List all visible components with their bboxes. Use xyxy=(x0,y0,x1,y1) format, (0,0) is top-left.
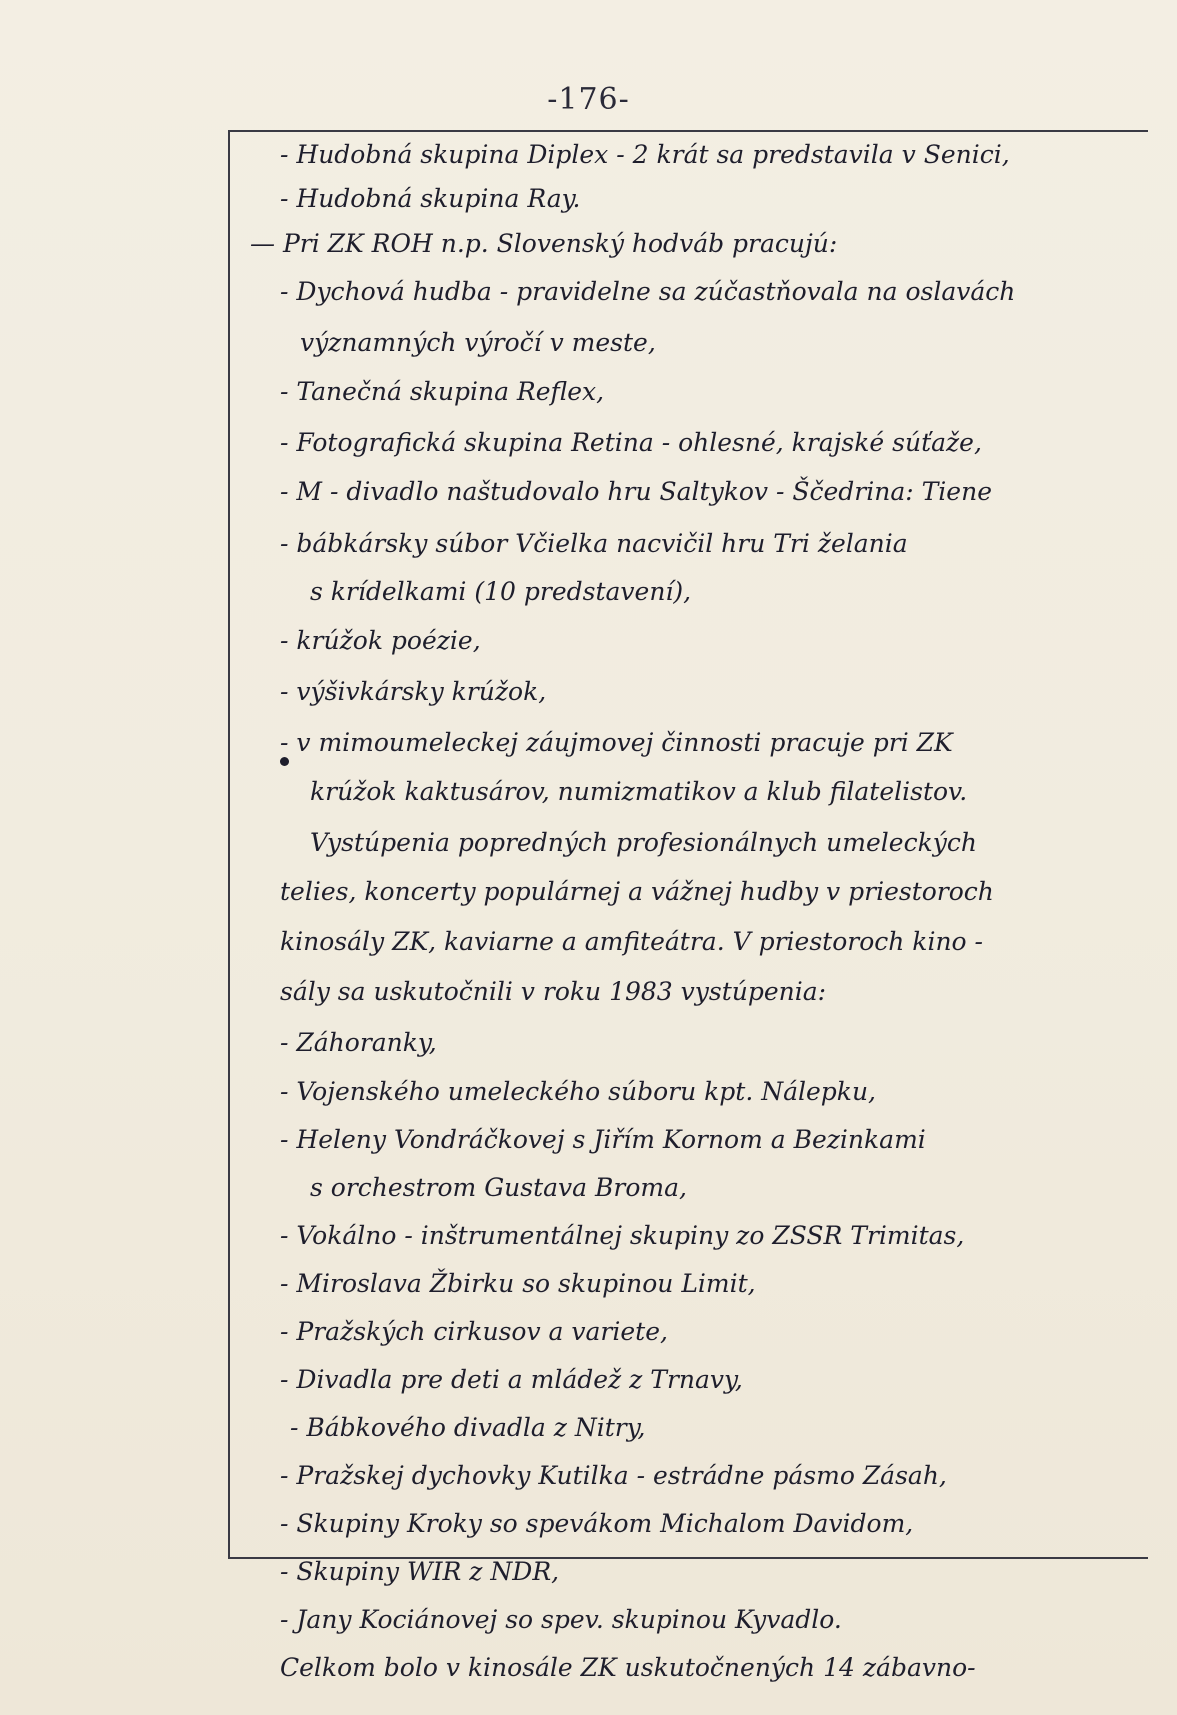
text-line: - Hudobná skupina Diplex - 2 krát sa predstavila v Senici, xyxy=(280,140,1010,169)
text-line: - Tanečná skupina Reflex, xyxy=(280,377,605,406)
page-number: -176- xyxy=(547,82,630,117)
text-line: - krúžok poézie, xyxy=(280,626,481,655)
text-line: Vystúpenia popredných profesionálnych umeleckých xyxy=(310,828,977,857)
text-line: - M - divadlo naštudovalo hru Saltykov - Ščedrina: Tiene xyxy=(280,477,992,506)
handwritten-text xyxy=(250,138,1150,1682)
text-line: krúžok kaktusárov, numizmatikov a klub filatelistov. xyxy=(310,777,968,806)
text-line: - Fotografická skupina Retina - ohlesné, krajské súťaže, xyxy=(280,428,982,457)
text-line: sály sa uskutočnili v roku 1983 vystúpenia: xyxy=(280,977,827,1006)
text-line: - bábkársky súbor Včielka nacvičil hru Tri želania xyxy=(280,529,908,558)
text-line: - Pražských cirkusov a variete, xyxy=(280,1317,668,1346)
text-line: - Bábkového divadla z Nitry, xyxy=(290,1413,646,1442)
text-line: - v mimoumeleckej záujmovej činnosti pracuje pri ZK xyxy=(280,728,953,757)
text-line: - Skupiny Kroky so spevákom Michalom Davidom, xyxy=(280,1509,914,1538)
text-line: - Pražskej dychovky Kutilka - estrádne pásmo Zásah, xyxy=(280,1461,947,1490)
text-line: - Heleny Vondráčkovej s Jiřím Kornom a Bezinkami xyxy=(280,1125,926,1154)
text-line: - Miroslava Žbirku so skupinou Limit, xyxy=(280,1269,756,1298)
text-line: významných výročí v meste, xyxy=(300,328,656,357)
text-line: - Záhoranky, xyxy=(280,1028,437,1057)
text-line: s orchestrom Gustava Broma, xyxy=(310,1173,687,1202)
text-line: - Divadla pre deti a mládež z Trnavy, xyxy=(280,1365,743,1394)
text-line: - Jany Kociánovej so spev. skupinou Kyvadlo. xyxy=(280,1605,842,1634)
text-line: - Vokálno - inštrumentálnej skupiny zo ZSSR Trimitas, xyxy=(280,1221,965,1250)
text-line: s krídelkami (10 predstavení), xyxy=(310,577,692,606)
text-line: - Hudobná skupina Ray. xyxy=(280,184,581,213)
text-line: - Vojenského umeleckého súboru kpt. Nálepku, xyxy=(280,1077,877,1106)
text-line: - Dychová hudba - pravidelne sa zúčastňovala na oslavách xyxy=(280,277,1016,306)
text-line: — Pri ZK ROH n.p. Slovenský hodváb pracujú: xyxy=(250,229,838,258)
text-line: telies, koncerty populárnej a vážnej hudby v priestoroch xyxy=(280,877,994,906)
text-line: kinosály ZK, kaviarne a amfiteátra. V priestoroch kino - xyxy=(280,927,984,956)
text-line: - výšivkársky krúžok, xyxy=(280,677,547,706)
text-line: Celkom bolo v kinosále ZK uskutočnených 14 zábavno- xyxy=(280,1653,976,1682)
text-line: - Skupiny WIR z NDR, xyxy=(280,1557,560,1586)
